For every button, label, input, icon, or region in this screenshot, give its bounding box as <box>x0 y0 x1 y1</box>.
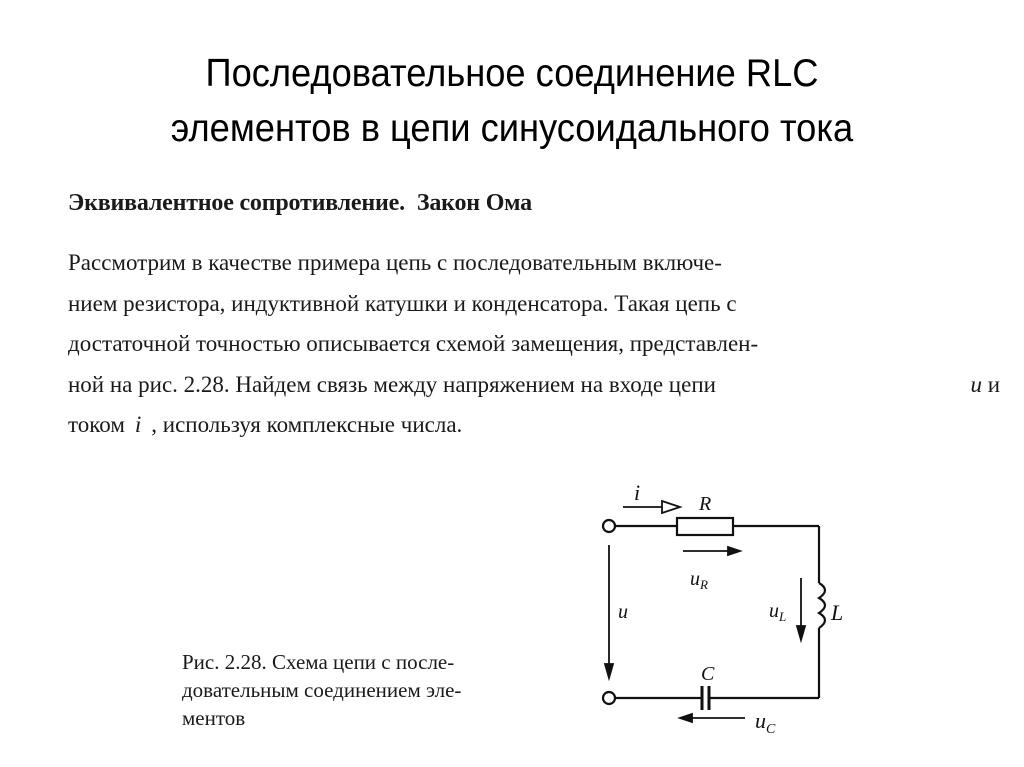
paragraph-line <box>68 365 1000 406</box>
paragraph-line <box>68 243 1000 284</box>
paragraph-line-text: током <box>68 412 125 437</box>
section-heading-part-1: Эквивалентное сопротивление. <box>68 190 405 216</box>
paragraph-line-end <box>970 365 1000 406</box>
current-arrow-icon <box>662 501 680 513</box>
source-voltage-arrow-icon <box>605 664 613 678</box>
inductor-voltage-label: $u_L$ <box>769 600 787 624</box>
source-voltage-label: u <box>618 601 628 623</box>
paragraph-line-text: Рассмотрим в качестве примера цепь с последовательным включе- <box>68 250 722 275</box>
caption-line: ментов <box>182 706 246 730</box>
slide-title-line-1: Последовательное соединение RLC <box>205 52 819 95</box>
figure-caption <box>182 648 560 732</box>
section-heading <box>68 190 532 217</box>
capacitor-voltage-label: $u_C$ <box>755 708 776 737</box>
body-paragraph <box>68 243 1000 446</box>
slide-title <box>36 46 988 156</box>
paragraph-line-tail: , используя комплексные числа. <box>151 412 463 437</box>
caption-line: довательным соединением эле- <box>182 678 462 702</box>
inductor-symbol <box>819 583 825 628</box>
paragraph-line-text: нием резистора, индуктивной катушки и конденсатора. Такая цепь с <box>68 290 737 316</box>
inductor-voltage-arrow-icon <box>797 626 805 640</box>
capacitor-label: C <box>701 663 715 685</box>
caption-line: Рис. 2.28. Схема цепи с после- <box>182 650 455 674</box>
section-heading-part-2: Закон Ома <box>416 190 532 216</box>
resistor-symbol <box>677 518 733 535</box>
current-label: i <box>634 480 641 505</box>
resistor-label: R <box>699 493 712 515</box>
capacitor-voltage-arrow-icon <box>680 714 692 722</box>
rlc-circuit-diagram <box>590 470 880 760</box>
paragraph-line-text: ной на рис. 2.28. Найдем связь между напряжением на входе цепи <box>68 371 716 397</box>
paragraph-line <box>68 284 1000 325</box>
resistor-voltage-arrow-icon <box>728 547 740 555</box>
current-symbol-i: i <box>134 412 142 437</box>
paragraph-line-tail: и <box>987 371 1000 397</box>
paragraph-line <box>68 324 1000 365</box>
voltage-symbol-u: u <box>970 371 982 397</box>
slide-title-line-2: элементов в цепи синусоидального тока <box>170 107 854 150</box>
inductor-label: L <box>831 600 844 625</box>
resistor-voltage-label: $u_R$ <box>690 568 708 592</box>
input-terminal-top <box>603 520 615 532</box>
paragraph-line <box>68 405 1000 446</box>
input-terminal-bottom <box>603 692 615 704</box>
paragraph-line-text: достаточной точностью описывается схемой замещения, представлен- <box>68 331 759 356</box>
